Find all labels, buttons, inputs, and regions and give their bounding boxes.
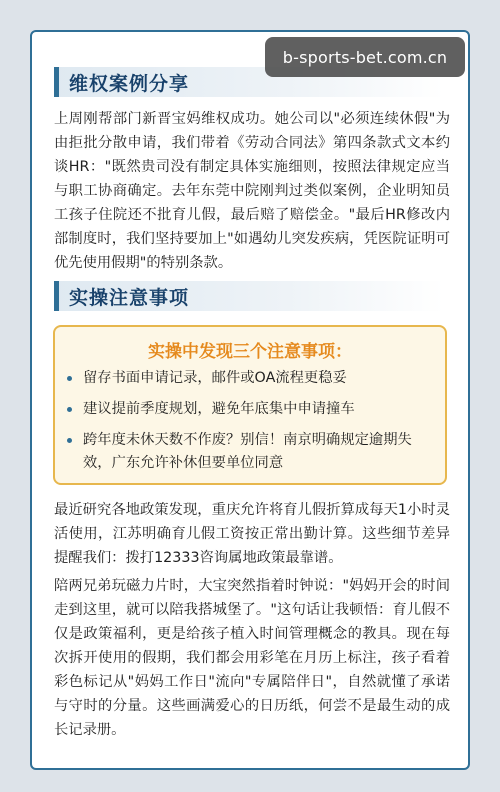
section-accent-bar	[54, 67, 59, 97]
notes-box-title: 实操中发现三个注意事项：	[148, 342, 352, 362]
bullet-icon	[67, 376, 72, 381]
list-item-text: 跨年度未休天数不作废？别信！南京明确规定逾期失效，广东允许补休但要单位同意	[83, 432, 412, 471]
paragraph-family-story: 陪两兄弟玩磁力片时，大宝突然指着时钟说："妈妈开会的时间走到这里，就可以陪我搭城堡了。"这句话让我顿悟：育儿假不仅是政策福利，更是给孩子植入时间管理概念的教具。现在每次拆开使用的假期，我们都会用彩笔在月历上标注，孩子看着彩色标记从"妈妈工作日"流向"专属陪伴日"，自然就懂了承诺与守时的分量。这些画满爱心的日历纸，何尝不是最生动的成长记录册。	[54, 578, 450, 738]
section-accent-bar	[54, 281, 59, 311]
notes-list	[67, 367, 437, 483]
bullet-icon	[67, 407, 72, 412]
list-item	[67, 398, 437, 421]
notes-box	[53, 325, 447, 485]
section-title-rights-case: 维权案例分享	[69, 72, 190, 95]
watermark-label: b-sports-bet.com.cn	[265, 37, 465, 77]
list-item-text: 留存书面申请记录，邮件或OA流程更稳妥	[83, 370, 347, 386]
list-item	[67, 429, 437, 475]
paragraph-rights-case: 上周刚帮部门新晋宝妈维权成功。她公司以"必须连续休假"为由拒批分散申请，我们带着《劳动合同法》第四条款式文本约谈HR："既然贵司没有制定具体实施细则，按照法律规定应当与职工协商确定。去年东莞中院刚判过类似案例，企业明知员工孩子住院还不批育儿假，最后赔了赔偿金。"最后HR修改内部制度时，我们坚持要加上"如遇幼儿突发疾病，凭医院证明可优先使用假期"的特别条款。	[54, 111, 450, 271]
list-item-text: 建议提前季度规划，避免年底集中申请撞车	[83, 401, 355, 417]
list-item	[67, 367, 437, 390]
bullet-icon	[67, 438, 72, 443]
section-title-practical-notes: 实操注意事项	[69, 286, 190, 309]
paragraph-policy-differences: 最近研究各地政策发现，重庆允许将育儿假折算成每天1小时灵活使用，江苏明确育儿假工资按正常出勤计算。这些细节差异提醒我们：拨打12333咨询属地政策最靠谱。	[54, 502, 450, 566]
section-header-practical-notes	[54, 281, 444, 311]
